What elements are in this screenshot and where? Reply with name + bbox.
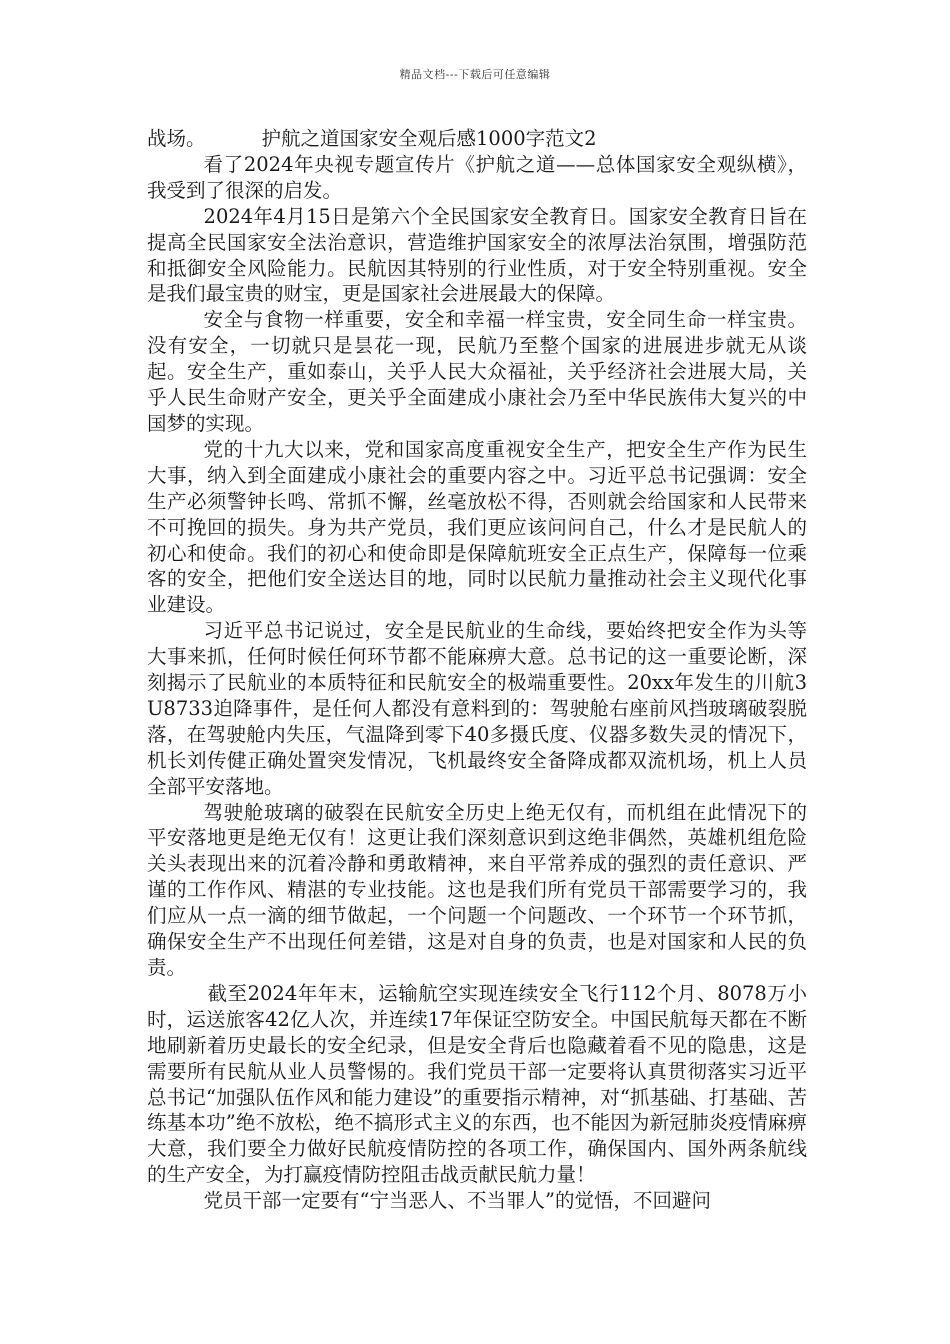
paragraph: 截至2024年年末，运输航空实现连续安全飞行112个月、8078万小时，运送旅客42亿人次，并连续17年保证空防安全。中国民航每天都在不断地刷新着历史最长的安全纪录，但是安全背后也隐藏着看不见的隐患，这是需要所有民航从业人员警惕的。我们党员干部一定要将认真贯彻落实习近平总书记“加强队伍作风和能力建设”的重要指示精神，对“抓基础、打基础、苦练基本功”绝不放松，绝不搞形式主义的东西，也不能因为新冠肺炎疫情麻痹大意，我们要全力做好民航疫情防控的各项工作，确保国内、国外两条航线的生产安全，为打赢疫情防控阻击战贡献民航力量！ [147,981,807,1187]
paragraph: 党员干部一定要有“宁当恶人、不当罪人”的觉悟，不回避问 [203,1189,711,1213]
paragraph: 驾驶舱玻璃的破裂在民航安全历史上绝无仅有，而机组在此情况下的平安落地更是绝无仅有！这更让我们深刻意识到这绝非偶然，英雄机组危险关头表现出来的沉着冷静和勇敢精神，来自平常养成的强烈的责任意识、严谨的工作作风、精湛的专业技能。这也是我们所有党员干部需要学习的，我们应从一点一滴的细节做起，一个问题一个问题改、一个环节一个环节抓，确保安全生产不出现任何差错，这是对自身的负责，也是对国家和人民的负责。 [147,800,807,979]
paragraph: 习近平总书记说过，安全是民航业的生命线，要始终把安全作为头等大事来抓，任何时候任何环节都不能麻痹大意。总书记的这一重要论断，深刻揭示了民航业的本质特征和民航安全的极端重要性。20xx年发生的川航3U8733迫降事件，是任何人都没有意料到的：驾驶舱右座前风挡玻璃破裂脱落，在驾驶舱内失压，气温降到零下40多摄氏度、仪器多数失灵的情况下，机长刘传健正确处置突发情况，飞机最终安全备降成都双流机场，机上人员全部平安落地。 [147,619,807,798]
document-body [147,126,807,1214]
paragraph: 2024年4月15日是第六个全民国家安全教育日。国家安全教育日旨在提高全民国家安全法治意识，营造维护国家安全的浓厚法治氛围，增强防范和抵御安全风险能力。民航因其特别的行业性质，对于安全特别重视。安全是我们最宝贵的财宝，更是国家社会进展最大的保障。 [147,204,807,306]
lead-fragment: 战场。 [147,127,206,150]
paragraph: 安全与食物一样重要，安全和幸福一样宝贵，安全同生命一样宝贵。没有安全，一切就只是昙花一现，民航乃至整个国家的进展进步就无从谈起。安全生产，重如泰山，关乎人民大众福祉，关乎经济社会进展大局，关乎人民生命财产安全，更关乎全面建成小康社会乃至中华民族伟大复兴的中国梦的实现。 [147,308,807,435]
section-title: 护航之道国家安全观后感1000字范文2 [261,127,597,150]
paragraph: 看了2024年央视专题宣传片《护航之道——总体国家安全观纵横》，我受到了很深的启发。 [147,152,807,202]
section-title-line [147,126,807,152]
paragraph: 党的十九大以来，党和国家高度重视安全生产，把安全生产作为民生大事，纳入到全面建成小康社会的重要内容之中。习近平总书记强调：安全生产必须警钟长鸣、常抓不懈，丝毫放松不得，否则就会给国家和人民带来不可挽回的损失。身为共产党员，我们更应该问问自己，什么才是民航人的初心和使命。我们的初心和使命即是保障航班安全正点生产，保障每一位乘客的安全，把他们安全送达目的地，同时以民航力量推动社会主义现代化事业建设。 [147,437,807,617]
page-header-note: 精品文档---下载后可任意编辑 [399,68,551,81]
